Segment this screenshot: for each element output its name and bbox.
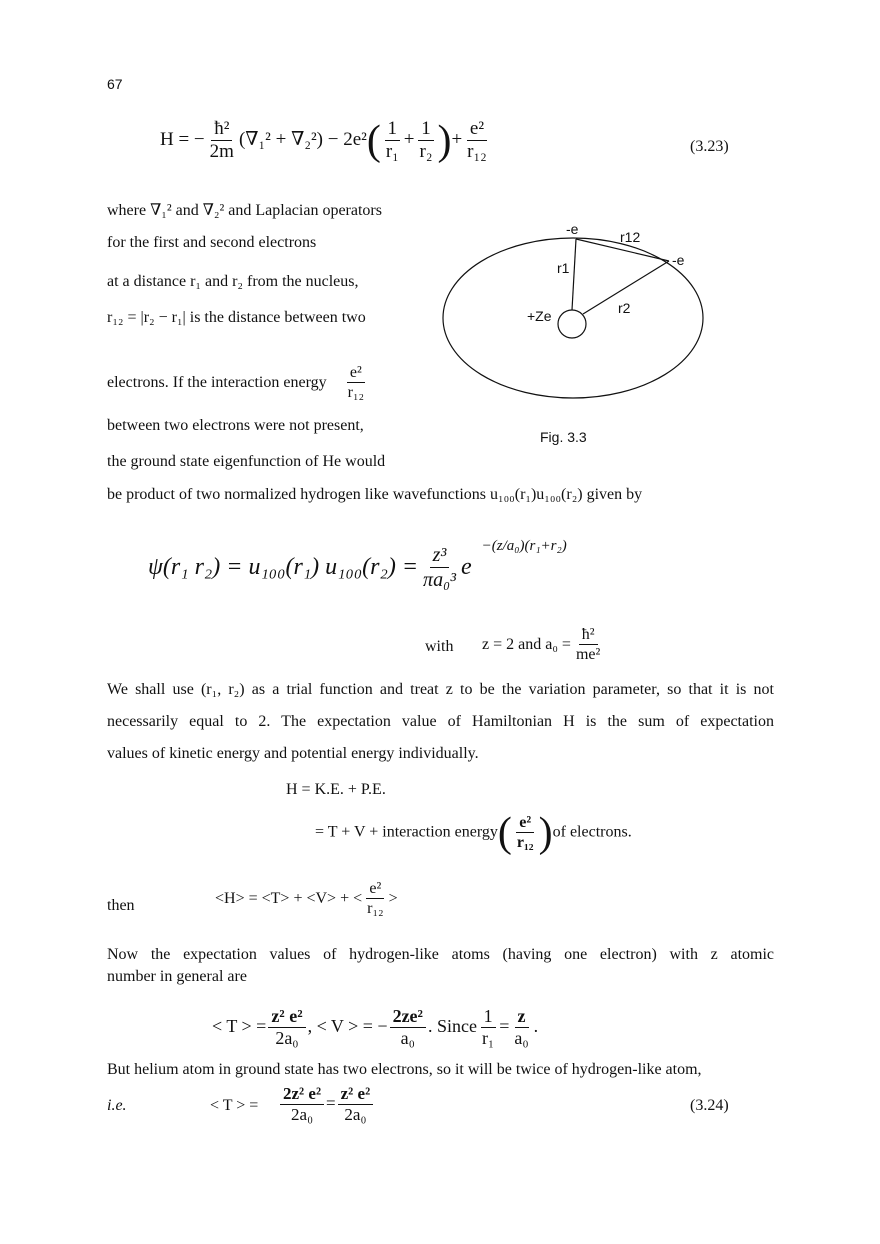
eq-text: < T > = xyxy=(212,1015,267,1036)
text-span: electrons. If the interaction energy xyxy=(107,373,327,391)
exponent: −(z/a₀)(r₁+r₂) xyxy=(481,538,567,554)
text-line xyxy=(107,364,369,403)
eq-text: r₁ xyxy=(385,140,399,162)
eq-text: z² e² xyxy=(268,1006,305,1028)
eq-text: e² xyxy=(516,814,534,833)
page-number: 67 xyxy=(107,76,123,92)
label-r12: r12 xyxy=(620,229,641,245)
eq-text: r₁ xyxy=(481,1027,495,1048)
eq-text: r₂ xyxy=(419,140,433,162)
label-electron-top: -e xyxy=(566,221,579,237)
eq-text: 1 xyxy=(385,118,401,141)
eq-text: = xyxy=(499,1015,510,1036)
eq-text: e² xyxy=(467,118,487,141)
eq-text: e² xyxy=(347,364,365,383)
eq-text: r₁₂ xyxy=(347,384,365,402)
label-r1: r1 xyxy=(557,260,570,276)
eq-text: + xyxy=(451,129,463,151)
text-line: We shall use (r₁, r₂) as a trial function and treat z to be the variation parameter, so that it is not xyxy=(107,681,774,698)
with-expression xyxy=(482,626,605,665)
r1-line xyxy=(572,239,576,310)
text-with: with xyxy=(425,638,454,655)
text-line: necessarily equal to 2. The expectation value of Hamiltonian H is the sum of expectation xyxy=(107,713,774,730)
text-line: = T + V + interaction energy( $\frac{\text{e²}}{\text{r₁₂}}$ )of electrons. xyxy=(315,810,632,856)
eq-text: . xyxy=(533,1015,539,1036)
eq-text: H = − xyxy=(160,129,205,151)
tv-equation xyxy=(212,1006,538,1049)
orbit-ellipse xyxy=(443,238,703,398)
text-line: at a distance r₁ and r₂ from the nucleus, xyxy=(107,273,359,290)
eq-text: ψ(r₁ r₂) = u₁₀₀(r₁) u₁₀₀(r₂) = xyxy=(148,554,419,580)
eq-text: z = 2 and a₀ = xyxy=(482,635,571,653)
text-line: where ∇₁² and ∇₂² and Laplacian operators xyxy=(107,202,382,219)
eq-text: 2z² e² xyxy=(280,1084,324,1105)
text-line: H = K.E. + P.E. xyxy=(286,781,386,798)
figure-caption: Fig. 3.3 xyxy=(540,429,587,445)
eq-text: z² e² xyxy=(338,1084,374,1105)
equation-3-23: H = − $\frac{\text{ħ²}}{2m}$ (∇₁² + ∇₂²) − 2e²( $\frac{1}{\text{r₁}}$ + $\frac{1}{\text{r₂}}$ )+ $\frac{\text{e²}}{\text{r₁₂}}$ xyxy=(160,118,492,164)
eq-text: 2a₀ xyxy=(291,1104,314,1124)
nucleus-circle xyxy=(558,310,586,338)
equation-label: (3.23) xyxy=(690,138,729,155)
equation-label: (3.24) xyxy=(690,1097,729,1114)
text-line: for the first and second electrons xyxy=(107,234,317,251)
label-r2: r2 xyxy=(618,300,631,316)
eq-text: a₀ xyxy=(514,1027,529,1048)
text-line: the ground state eigenfunction of He would xyxy=(107,453,386,470)
eq-text: 1 xyxy=(418,118,434,141)
eq-text: me² xyxy=(575,646,601,664)
eq-text: (∇₁² + ∇₂²) − 2e² xyxy=(238,129,367,151)
eq-text: a₀ xyxy=(400,1027,415,1048)
eq-text: r₁₂ xyxy=(516,834,534,852)
eq-text: 2m xyxy=(209,140,234,162)
text-line: values of kinetic energy and potential energy individually. xyxy=(107,745,479,762)
eq-text: 2a₀ xyxy=(344,1104,367,1124)
helium-atom-figure xyxy=(435,220,735,460)
eq-text: 2a₀ xyxy=(275,1027,299,1048)
text-line: between two electrons were not present, xyxy=(107,417,364,434)
eq-text: z xyxy=(515,1006,529,1028)
equation-3-24 xyxy=(278,1084,375,1125)
wavefunction-equation xyxy=(148,538,567,592)
label-nucleus: +Ze xyxy=(527,308,552,324)
eq-text: . Since xyxy=(427,1015,477,1036)
eq-text: = xyxy=(326,1093,336,1113)
text-line: But helium atom in ground state has two electrons, so it will be twice of hydrogen-like atom, xyxy=(107,1061,702,1078)
text-line: Now the expectation values of hydrogen-like atoms (having one electron) with z atomic xyxy=(107,946,774,963)
eq-text: 2ze² xyxy=(390,1006,426,1028)
eq-text: 1 xyxy=(481,1006,496,1028)
eq-text: e xyxy=(461,554,472,580)
eq-text: <H> = <T> + <V> + < xyxy=(215,889,363,907)
label-electron-right: -e xyxy=(672,252,685,268)
t-lhs: < T > = xyxy=(210,1097,259,1114)
eq-text: r₁₂ xyxy=(467,140,487,162)
eq-text: + xyxy=(403,129,415,151)
text-line: number in general are xyxy=(107,968,247,985)
eq-text: r₁₂ xyxy=(367,900,384,918)
text-then: then xyxy=(107,897,135,914)
text-line: be product of two normalized hydrogen like wavefunctions u₁₀₀(r₁)u₁₀₀(r₂) given by xyxy=(107,486,643,503)
eq-text: e² xyxy=(366,880,384,899)
eq-text: > xyxy=(388,889,398,907)
eq-text: ħ² xyxy=(579,626,598,645)
eq-text: , < V > = − xyxy=(307,1015,388,1036)
expectation-sum xyxy=(215,880,398,919)
eq-text: z³ xyxy=(430,544,450,568)
eq-text: ħ² xyxy=(211,118,232,141)
text-span: = T + V + interaction energy xyxy=(315,823,498,841)
text-span: of electrons. xyxy=(552,823,632,841)
text-line: r₁₂ = |r₂ − r₁| is the distance between two xyxy=(107,309,366,326)
text-ie: i.e. xyxy=(107,1097,127,1114)
eq-text: πa₀³ xyxy=(423,569,457,592)
